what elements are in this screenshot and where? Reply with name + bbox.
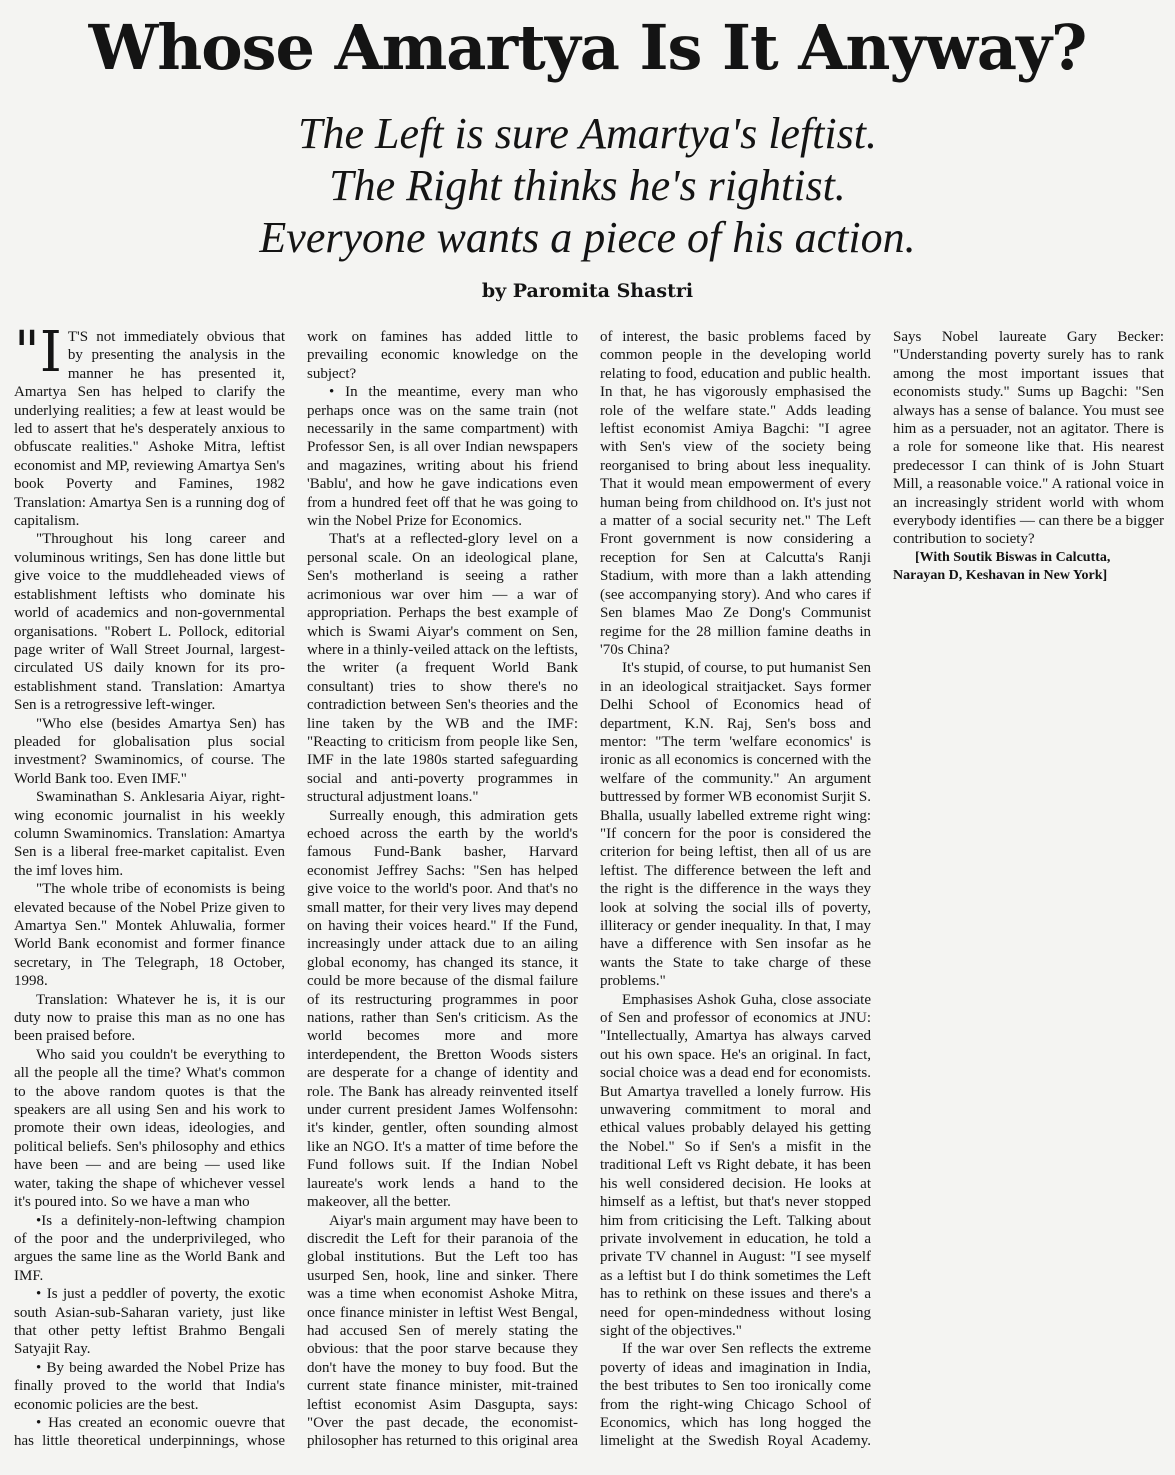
bullet-5: • In the meantime, every man who perhaps once was on the same train (not necessarily in the same compartment) with Professor Sen, is all over Indian newspapers and magazines, writing about his friend 'Bablu', and how he gave indications even from a hundred feet off that he was going to win the Nobel Prize for Economics. [307, 384, 578, 530]
deck [0, 108, 1175, 264]
drop-cap: "I [14, 320, 62, 385]
paragraph-10: Aiyar's main argument may have been to discredit the Left for their paranoia of the global institutions. But the Left too has usurped Sen, hook, line and sinker. There was a time when economist Ashoke Mitra, once finance minister in leftist West Bengal, had accused Sen of merely stating the obvious: that the poor starve because they don't have the money to buy food. But the current state finance minister, mit-trained leftist economist Asim Dasgupta, says: "Over the past decade, the economist-philosopher has returned to this original area of interest, the basic problems faced by common people in the developing world relating to food, education and public health. In that, he has vigorously emphasised the role of the welfare state." Adds leading leftist economist Amiya Bagchi: "I agree with Sen's view of the society being reorganised to bring about less inequality. That it would mean empowerment of every human being from childhood on. It's just not a matter of a social security net." The Left Front government is now considering a reception for Sen at Calcutta's Ranji Stadium, with more than a lakh attending (see accompanying story). And who cares if Sen blames Mao Ze Dong's Communist regime for the 28 million famine deaths in '70s China? [307, 329, 871, 1450]
paragraph-9: Surreally enough, this admiration gets echoed across the earth by the world's famous Fund-Bank basher, Harvard economist Jeffrey Sachs: "Sen has helped give voice to the world's poor. And that's no small matter, for their very lives may depend on having their voices heard." If the Fund, increasingly under attack due to an ailing global economy, has changed its stance, it could be more because of the dismal failure of its restructuring programmes in poor nations, rather than Sen's criticism. As the world becomes more and more interdependent, the Bretton Woods sisters are desperate for a change of identity and role. The Bank has already reinvented itself under current president James Wolfensohn: it's kinder, gentler, often sounding almost like an NGO. It's a matter of time before the Fund follows suit. If the Indian Nobel laureate's work lends a hand to the makeover, all the better. [307, 807, 578, 1211]
paragraph-7: Who said you couldn't be everything to all the people all the time? What's common to the above random quotes is that the speakers are all using Sen and his work to promote their own ideas, ideologies, and political beliefs. Sen's philosophy and ethics have been — and are being — used like water, taking the shape of whichever vessel it's poured into. So we have a man who [14, 1046, 285, 1211]
headline: Whose Amartya Is It Anyway? [88, 11, 1087, 84]
paragraph-11: It's stupid, of course, to put humanist Sen in an ideological straitjacket. Says former Delhi School of Economics head of department, K.N. Raj, Sen's boss and mentor: "The term 'welfare economics' is ironic as all economics is concerned with the welfare of the community." An argument buttressed by former WB economist Surjit S. Bhalla, usually labelled extreme right wing: "If concern for the poor is considered the criterion for being leftist, then all of us are leftist. The difference between the left and the right is the difference in the ways they look at solving the social ills of poverty, illiteracy or gender inequality. In that, I may have a difference with Sen insofar as he wants the State to take charge of these problems." [600, 660, 871, 990]
paragraph-4: Swaminathan S. Anklesaria Aiyar, right-wing economic journalist in his weekly column Swaminomics. Translation: Amartya Sen is a liberal free-market capitalist. Even the imf loves him. [14, 789, 285, 879]
paragraph-6: Translation: Whatever he is, it is our duty now to praise this man as no one has been praised before. [14, 991, 285, 1045]
paragraph-1: "I T'S not immediately obvious that by presenting the analysis in the manner he has presented it, Amartya Sen has helped to clarify the underlying realities; a few at least would be led to assert that he's desperately anxious to obfuscate realities." Ashoke Mitra, leftist economist and MP, reviewing Amartya Sen's book Poverty and Famines, 1982 Translation: Amartya Sen is a running dog of capitalism. [14, 320, 285, 530]
paragraph-8: That's at a reflected-glory level on a personal scale. On an ideological plane, Sen's motherland is seeing a rather acrimonious war over him — a war of appropriation. Perhaps the best example of which is Swami Aiyar's comment on Sen, where in a thinly-veiled attack on the leftists, the writer (a frequent World Bank consultant) tries to show there's no contradiction between Sen's theories and the line taken by the WB and the IMF: "Reacting to criticism from people like Sen, IMF in the late 1980s started safeguarding social and anti-poverty programmes in structural adjustment loans." [307, 531, 578, 806]
paragraph-12: Emphasises Ashok Guha, close associate of Sen and professor of economics at JNU: "Intellectually, Amartya has always carved out his own space. He's an original. In fact, social choice was a dead end for economists. But Amartya travelled a lonely furrow. His unwavering commitment to moral and ethical values probably delayed his getting the Nobel." So if Sen's a misfit in the traditional Left vs Right debate, it has been his well considered decision. He looks at himself as a leftist, but that's never stopped him from criticising the Left. Talking about private involvement in education, he told a private TV channel in August: "I see myself as a leftist but I do think sometimes the Left has to rethink on these issues and there's a need for open-mindedness without losing sight of the objectives." [600, 991, 871, 1339]
deck-line-3: Everyone wants a piece of his action. [259, 213, 916, 262]
bullet-3: • By being awarded the Nobel Prize has finally proved to the world that India's economic policies are the best. [14, 1359, 285, 1413]
paragraph-13: If the war over Sen reflects the extreme poverty of ideas and imagination in India, the best tributes to Sen too ironically come from the right-wing Chicago School of Economics, which has long hogged the limelight at the Swedish Royal Academy. Says Nobel laureate Gary Becker: "Understanding poverty surely has to rank among the most important issues that economists study." Sums up Bagchi: "Sen always has a sense of balance. You must see him as a persuader, not an agitator. There is a role for someone like that. His nearest predecessor I can think of is John Stuart Mill, a reasonable voice." A rational voice in an increasingly strident world with whom everybody identifies — can there be a bigger contribution to society? [600, 329, 1164, 1450]
deck-line-1: The Left is sure Amartya's leftist. [298, 109, 877, 158]
byline: by Paromita Shastri [481, 280, 694, 302]
bullet-2: • Is just a peddler of poverty, the exotic south Asian-sub-Saharan variety, just like that other petty leftist Brahmo Bengali Satyajit Ray. [14, 1286, 285, 1358]
paragraph-2: "Throughout his long career and voluminous writings, Sen has done little but give voice to the muddleheaded views of establishment leftists who dominate his world of academics and non-governmental organisations. "Robert L. Pollock, editorial page writer of Wall Street Journal, largest-circulated US daily known for its pro-establishment stand. Translation: Amartya Sen is a retrogressive left-winger. [14, 531, 285, 714]
article-body [14, 320, 1164, 1468]
bullet-1: •Is a definitely-non-leftwing champion of the poor and the underprivileged, who argues the same line as the World Bank and IMF. [14, 1212, 285, 1284]
bullet-4: • Has created an economic ouevre that has little theoretical underpinnings, whose work on famines has added little to prevailing economic knowledge on the subject? [14, 329, 578, 1450]
paragraph-5: "The whole tribe of economists is being elevated because of the Nobel Prize given to Amartya Sen." Montek Ahluwalia, former World Bank economist and former finance secretary, in The Telegraph, 18 October, 1998. [14, 881, 285, 990]
reporting-credit: [With Soutik Biswas in Calcutta, Narayan D, Keshavan in New York] [893, 549, 1111, 584]
deck-line-2: The Right thinks he's rightist. [329, 161, 846, 210]
paragraph-3: "Who else (besides Amartya Sen) has pleaded for globalisation plus social investment? Swaminomics, of course. The World Bank too. Even IMF." [14, 715, 285, 787]
